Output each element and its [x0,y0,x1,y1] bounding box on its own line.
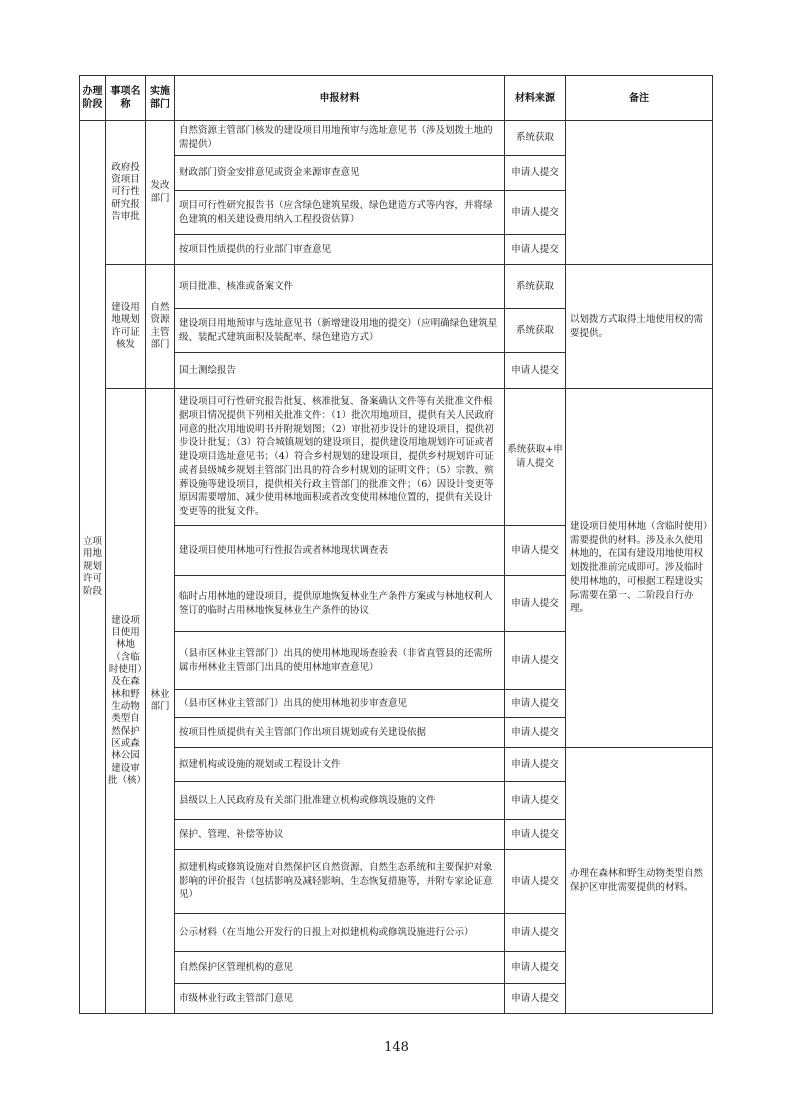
item-cell: 政府投资项目可行性研究报告审批 [106,121,146,265]
source-cell: 申请人提交 [505,718,566,748]
material-cell: 项目可行性研究报告书（应含绿色建筑星级、绿色建造方式等内容，并将绿色建筑的相关建设费用纳入工程投资估算） [175,191,505,235]
table-row [80,121,713,156]
source-cell: 系统获取 [505,265,566,309]
material-cell: 保护、管理、补偿等协议 [175,820,505,850]
dept-cell: 林业部门 [146,389,175,1014]
material-cell: 临时占用林地的建设项目，提供原地恢复林业生产条件方案或与林地权利人签订的临时占用林地恢复林业生产条件的协议 [175,576,505,632]
header-dept: 实施部门 [146,76,175,121]
source-cell: 申请人提交 [505,952,566,984]
source-cell: 系统获取 [505,121,566,156]
material-cell: 建设项目用地预审与选址意见书（新增建设用地的提交）（应明确绿色建筑星级、装配式建筑面积及装配率、绿色建造方式） [175,309,505,353]
header-materials: 申报材料 [175,76,505,121]
table-row [80,389,713,526]
source-cell: 系统获取+申请人提交 [505,389,566,526]
material-cell: 财政部门资金安排意见或资金来源审查意见 [175,156,505,191]
table-row [80,748,713,782]
material-cell: 按项目性质提供有关主管部门作出项目规划或有关建设依据 [175,718,505,748]
source-cell: 申请人提交 [505,820,566,850]
material-cell: 建设项目可行性研究报告批复、核准批复、备案确认文件等有关批准文件根据项目情况提供下列相关批准文件：（1）批次用地项目，提供有关人民政府同意的批次用地说明书并附规划图；（2）审批初步设计的建设项目，提供初步设计批复；（3）符合城镇规划的建设项目，提供建设用地规划许可证或者建设项目选址意见书；（4）符合乡村规划的建设项目，提供乡村规划许可证或者县级城乡规划主管部门出具的符合乡村规划的证明文件；（5）宗教、殡葬设施等建设项目，提供相关行政主管部门的批准文件；（6）因设计变更等原因需要增加、减少使用林地面积或者改变使用林地位置的，提供有关设计变更等的批复文件。 [175,389,505,526]
source-cell: 申请人提交 [505,156,566,191]
dept-cell: 发改部门 [146,121,175,265]
materials-table [79,75,713,1014]
source-cell: 申请人提交 [505,353,566,389]
item-cell: 建设用地规划许可证核发 [106,265,146,389]
header-source: 材料来源 [505,76,566,121]
source-cell: 系统获取 [505,309,566,353]
source-cell: 申请人提交 [505,191,566,235]
source-cell: 申请人提交 [505,782,566,820]
note-cell [566,121,713,265]
dept-cell: 自然资源主管部门 [146,265,175,389]
material-cell: 市级林业行政主管部门意见 [175,984,505,1014]
source-cell: 申请人提交 [505,914,566,952]
header-note: 备注 [566,76,713,121]
source-cell: 申请人提交 [505,235,566,265]
note-cell: 建设项目使用林地（含临时使用）需要提供的材料。涉及永久使用林地的，在国有建设用地使用权划拨批准前完成即可。涉及临时使用林地的，可根据工程建设实际需要在第一、二阶段自行办理。 [566,389,713,748]
source-cell: 申请人提交 [505,748,566,782]
source-cell: 申请人提交 [505,690,566,718]
source-cell: 申请人提交 [505,632,566,690]
material-cell: 按项目性质提供的行业部门审查意见 [175,235,505,265]
table-header-row [80,76,713,121]
table-row [80,265,713,309]
material-cell: 县级以上人民政府及有关部门批准建立机构或修筑设施的文件 [175,782,505,820]
material-cell: 国土测绘报告 [175,353,505,389]
source-cell: 申请人提交 [505,526,566,576]
header-stage: 办理阶段 [80,76,106,121]
material-cell: 自然资源主管部门核发的建设项目用地预审与选址意见书（涉及划拨土地的需提供） [175,121,505,156]
source-cell: 申请人提交 [505,850,566,914]
material-cell: （县市区林业主管部门）出具的使用林地现场查验表（非省直管县的还需所属市州林业主管部门出具的使用林地审查意见） [175,632,505,690]
stage-cell: 立项用地规划许可阶段 [80,121,106,1014]
material-cell: 自然保护区管理机构的意见 [175,952,505,984]
material-cell: 建设项目使用林地可行性报告或者林地现状调查表 [175,526,505,576]
material-cell: （县市区林业主管部门）出具的使用林地初步审查意见 [175,690,505,718]
header-item: 事项名称 [106,76,146,121]
material-cell: 项目批准、核准或备案文件 [175,265,505,309]
material-cell: 拟建机构或修筑设施对自然保护区自然资源、自然生态系统和主要保护对象影响的评价报告（包括影响及减轻影响、生态恢复措施等，并附专家论证意见） [175,850,505,914]
item-cell: 建设项目使用林地（含临时使用）及在森林和野生动物类型自然保护区或森林公园建设审批（核） [106,389,146,1014]
source-cell: 申请人提交 [505,576,566,632]
source-cell: 申请人提交 [505,984,566,1014]
note-cell: 以划拨方式取得土地使用权的需要提供。 [566,265,713,389]
note-cell: 办理在森林和野生动物类型自然保护区审批需要提供的材料。 [566,748,713,1014]
material-cell: 拟建机构或设施的规划或工程设计文件 [175,748,505,782]
material-cell: 公示材料（在当地公开发行的日报上对拟建机构或修筑设施进行公示） [175,914,505,952]
page-number: 148 [384,1040,409,1055]
